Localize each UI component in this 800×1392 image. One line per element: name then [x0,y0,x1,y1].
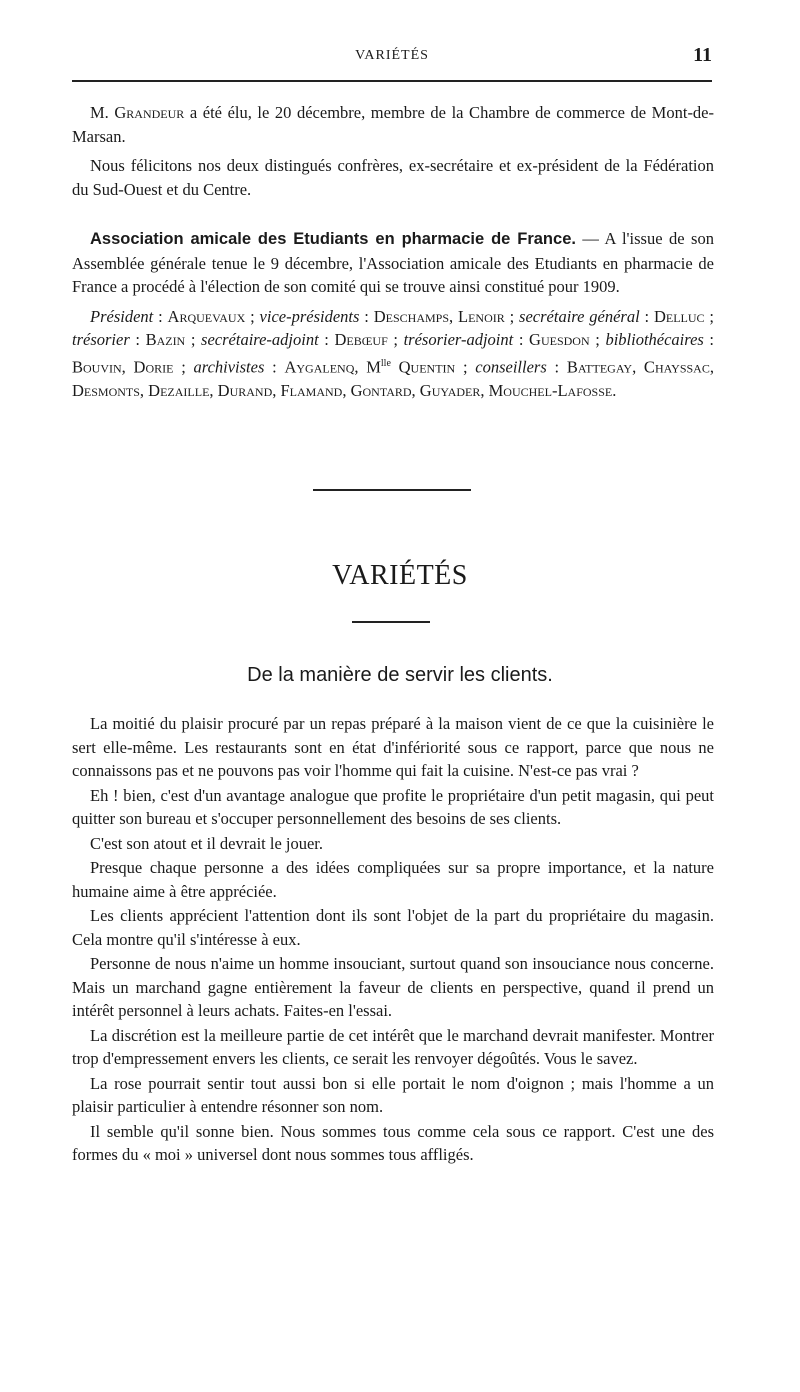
person-name: Grandeur [114,103,185,122]
committee-list: Président : Arquevaux ; vice-présidents : Deschamps, Lenoir ; secrétaire général : Delluc ; trésorier : Bazin ; secrétaire-adjoint : Debœuf ; trésorier-adjoint : Guesdon ; bibliothécaires : Bouvin, Dorie ; archivistes : Aygalenq, $M^{lle}$ Quentin ; conseillers : Battegay, Chayssac, Desmonts, Dezaille, Durand, Flamand, Gontard, Guyader, Mouchel-Lafosse. [72,306,715,400]
page-number: 11 [693,44,712,66]
article-paragraph: C'est son atout et il devrait le jouer. [90,833,324,853]
section-title: VARIÉTÉS [332,560,468,591]
article-body [72,712,714,1168]
header-rule [72,80,712,82]
running-title: VARIÉTÉS [355,48,429,63]
association-title: Association amicale des Etudiants en pharmacie de France. [90,230,576,248]
article-paragraph: Presque chaque personne a des idées compliquées sur sa propre importance, et la nature humaine aime à être appréciée. [72,858,714,901]
intro-paragraph-2: Nous félicitons nos deux distingués confrères, ex-secrétaire et ex-président de la Fédération du Sud-Ouest et du Centre. [72,156,714,199]
intro-paragraph-1: M. Grandeur a été élu, le 20 décembre, membre de la Chambre de commerce de Mont-de-Marsan. [72,103,715,146]
association-paragraph: Association amicale des Etudiants en pharmacie de France. — A l'issue de son Assemblée générale tenue le 9 décembre, l'Association amicale des Etudiants en pharmacie de France a procédé à l'élection de son comité qui se trouve ainsi constitué pour 1909. [72,229,714,296]
separator-rule [313,489,471,491]
article-paragraph: La rose pourrait sentir tout aussi bon si elle portait le nom d'oignon ; mais l'homme a un plaisir particulier à entendre résonner son nom. [72,1073,714,1116]
article-paragraph: Personne de nous n'aime un homme insouciant, surtout quand son insouciance nous concerne. Mais un marchand gagne entièrement la faveur de clients en perspective, quand il prend un intérêt personnel à leurs achats. Faites-en l'essai. [72,954,714,1020]
article-paragraph: La moitié du plaisir procuré par un repas préparé à la maison vient de ce que la cuisinière le sert elle-même. Les restaurants sont en état d'infériorité sous ce rapport, parce que nous ne connaissons pas et ne pouvons pas voir l'homme qui fait la cuisine. N'est-ce pas vrai ? [72,714,714,780]
article-paragraph: Eh ! bien, c'est d'un avantage analogue que profite le propriétaire d'un petit magasin, qui peut quitter son bureau et s'occuper personnellement des besoins de ses clients. [72,785,714,828]
article-paragraph: Les clients apprécient l'attention dont ils sont l'objet de la part du propriétaire du magasin. Cela montre qu'il s'intéresse à eux. [72,906,714,949]
running-head [72,44,712,74]
intro-block [72,101,714,201]
article-subtitle: De la manière de servir les clients. [247,664,553,686]
association-block [72,227,714,402]
article-paragraph: La discrétion est la meilleure partie de cet intérêt que le marchand devrait manifester. Montrer trop d'empressement envers les clients, ce serait les renvoyer dégoûtés. Vous le savez. [72,1025,714,1068]
article-paragraph: Il semble qu'il sonne bien. Nous sommes tous comme cela sous ce rapport. C'est une des formes du « moi » universel dont nous sommes tous affligés. [72,1121,714,1164]
title-underline [352,621,430,623]
